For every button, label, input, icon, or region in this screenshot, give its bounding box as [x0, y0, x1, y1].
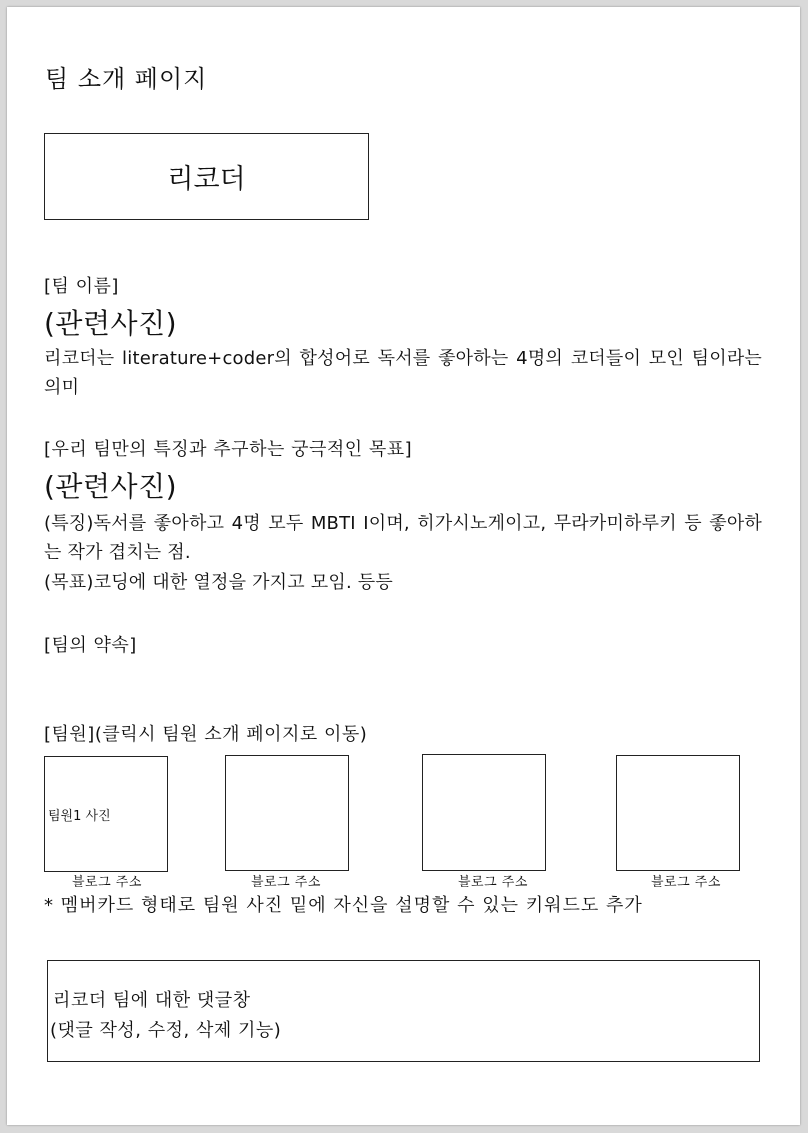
comment-box[interactable] — [47, 960, 760, 1062]
member-card-3[interactable] — [422, 754, 546, 871]
member-card-4[interactable] — [616, 755, 740, 871]
document-page — [7, 7, 800, 1125]
features-text: (특징)독서를 좋아하고 4명 모두 MBTI I이며, 히가시노게이고, 무라카미하루키 등 좋아하는 작가 겹치는 점. — [44, 513, 762, 563]
member-1-blog-link[interactable]: 블로그 주소 — [72, 875, 142, 890]
team-name-description: 리코더는 literature+coder의 합성어로 독서를 좋아하는 4명의 코더들이 모인 팀이라는 의미 — [44, 348, 762, 398]
member-card-2[interactable] — [225, 755, 349, 871]
member-4-blog-link[interactable]: 블로그 주소 — [651, 875, 721, 890]
features-photo-placeholder: (관련사진) — [44, 470, 178, 503]
team-name: 리코더 — [167, 164, 246, 195]
comment-box-title: 리코더 팀에 대한 댓글창 — [53, 990, 251, 1011]
members-heading: [팀원](클릭시 팀원 소개 페이지로 이동) — [44, 724, 368, 745]
features-heading: [우리 팀만의 특징과 추구하는 궁극적인 목표] — [44, 439, 413, 460]
promise-heading: [팀의 약속] — [44, 635, 137, 656]
page-title: 팀 소개 페이지 — [45, 65, 208, 93]
team-name-photo-placeholder: (관련사진) — [44, 307, 178, 340]
member-3-blog-link[interactable]: 블로그 주소 — [458, 875, 528, 890]
team-name-heading: [팀 이름] — [44, 276, 119, 297]
member-photo-label: 팀원1 사진 — [48, 809, 111, 824]
comment-box-features: (댓글 작성, 수정, 삭제 기능) — [50, 1020, 282, 1041]
goal-text: (목표)코딩에 대한 열정을 가지고 모임. 등등 — [44, 572, 393, 593]
team-name-box — [44, 133, 369, 220]
member-card-note: * 멤버카드 형태로 팀원 사진 밑에 자신을 설명할 수 있는 키워드도 추가 — [44, 895, 643, 916]
member-2-blog-link[interactable]: 블로그 주소 — [251, 875, 321, 890]
member-card-1[interactable] — [44, 756, 168, 872]
